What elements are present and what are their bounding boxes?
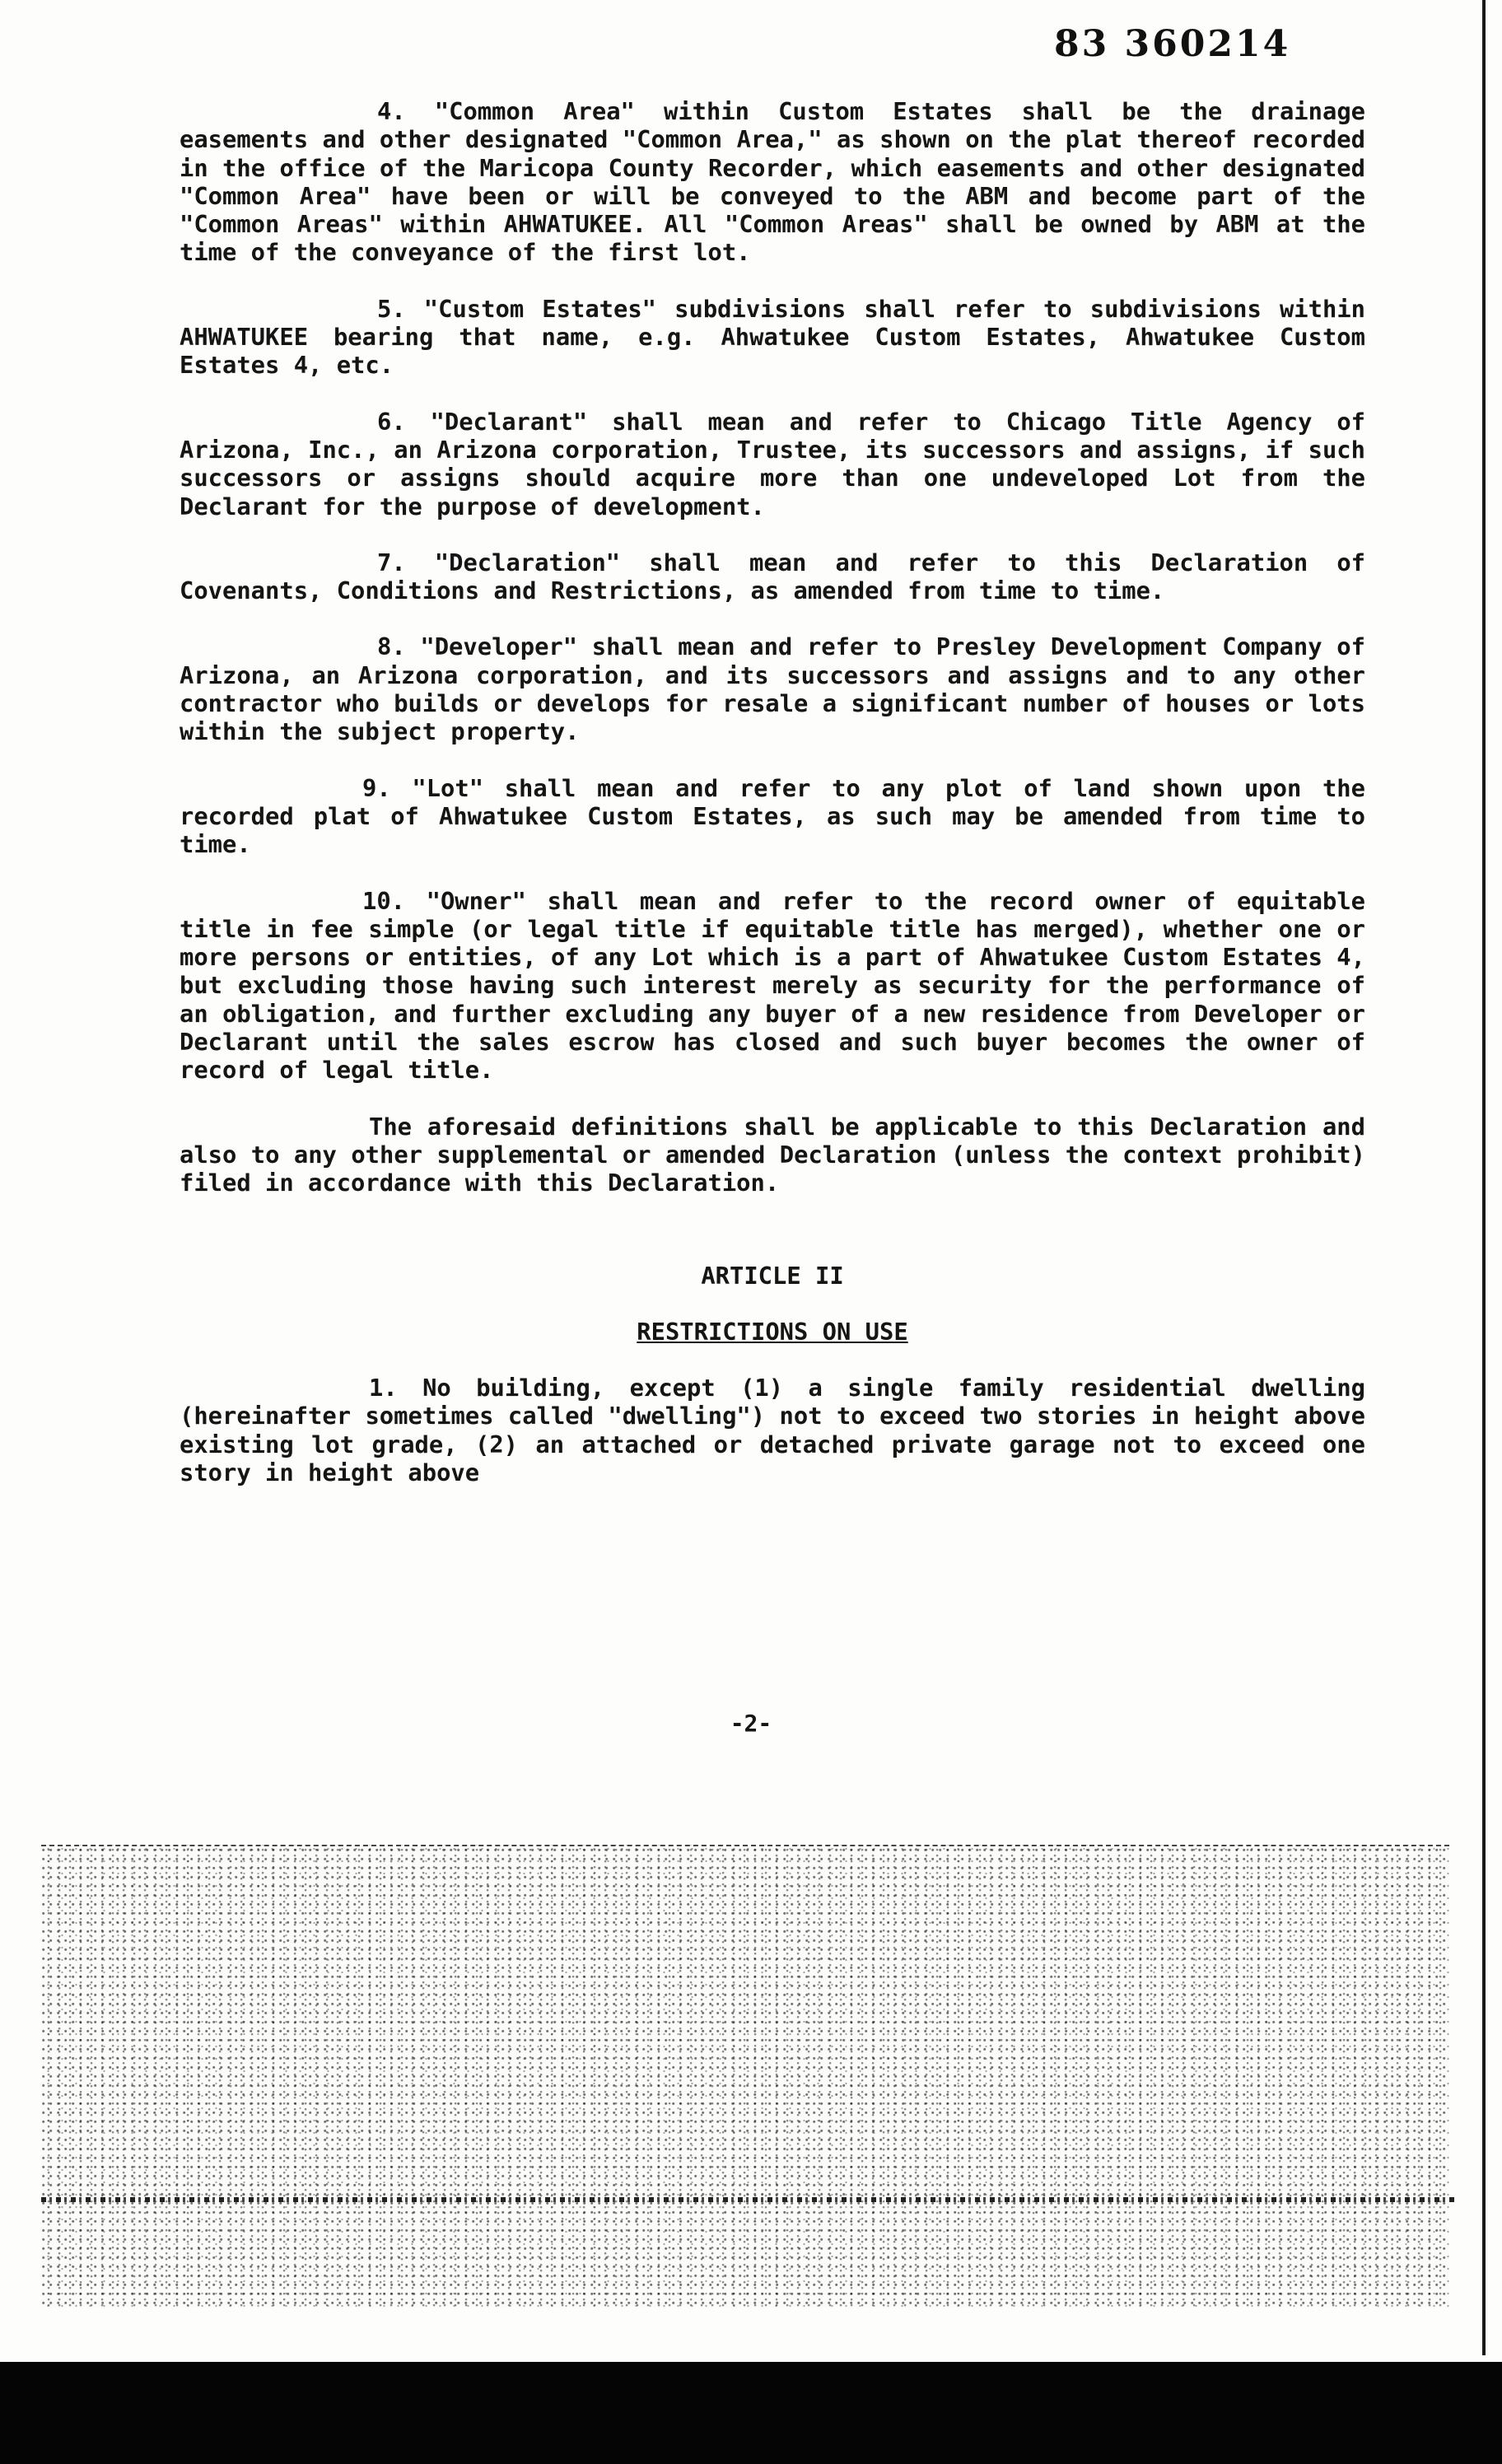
document-body [180, 97, 1365, 1514]
scan-edge-line [1482, 0, 1486, 2355]
paragraph-owner: 10. "Owner" shall mean and refer to the record owner of equitable title in fee simple (or legal title if equitable title has merged), whether one or more persons or entities, of any Lot which is a part of Ahwatukee Custom Estates 4, but excluding those having such interest merely as security for the performance of an obligation, and further excluding any buyer of a new residence from Developer or Declarant until the sales escrow has closed and such buyer becomes the owner of record of legal title. [180, 886, 1365, 1085]
article-title: RESTRICTIONS ON USE [637, 1317, 908, 1346]
paragraph-definitions-applicability: The aforesaid definitions shall be applicable to this Declaration and also to any other supplemental or amended Declaration (unless the context prohibit) filed in accordance with this Declaration. [180, 1112, 1365, 1197]
paragraph-developer: 8. "Developer" shall mean and refer to Presley Development Company of Arizona, an Arizona corporation, and its successors and assigns and to any other contractor who builds or develops for resale a significant number of houses or lots within the subject property. [180, 632, 1365, 746]
paragraph-restrictions-1: 1. No building, except (1) a single family residential dwelling (hereinafter sometimes called "dwelling") not to exceed two stories in height above existing lot grade, (2) an attached or detached private garage not to exceed one story in height above [180, 1374, 1365, 1486]
paragraph-custom-estates: 5. "Custom Estates" subdivisions shall refer to subdivisions within AHWATUKEE bearing that name, e.g. Ahwatukee Custom Estates, Ahwatukee Custom Estates 4, etc. [180, 294, 1365, 380]
paragraph-declarant: 6. "Declarant" shall mean and refer to Chicago Title Agency of Arizona, Inc., an Arizona corporation, Trustee, its successors and assigns, if such successors or assigns should acquire more than one undeveloped Lot from the Declarant for the purpose of development. [180, 407, 1365, 520]
scan-noise-area [41, 1845, 1449, 2308]
page-number: -2- [730, 1710, 772, 1737]
paragraph-lot: 9. "Lot" shall mean and refer to any plot of land shown upon the recorded plat of Ahwatukee Custom Estates, as such may be amended from time to time. [180, 773, 1365, 859]
paragraph-common-area: 4. "Common Area" within Custom Estates shall be the drainage easements and other designated "Common Area," as shown on the plat thereof recorded in the office of the Maricopa County Recorder, which easements and other designated "Common Area" have been or will be conveyed to the ABM and become part of the "Common Areas" within AHWATUKEE. All "Common Areas" shall be owned by ABM at the time of the conveyance of the first lot. [180, 97, 1365, 267]
article-heading: ARTICLE II [701, 1261, 844, 1290]
scan-artifact-line [41, 2197, 1458, 2202]
scan-bottom-edge [0, 2362, 1502, 2464]
document-number: 83 360214 [1054, 23, 1291, 65]
paragraph-declaration: 7. "Declaration" shall mean and refer to this Declaration of Covenants, Conditions and Restrictions, as amended from time to time. [180, 548, 1365, 605]
